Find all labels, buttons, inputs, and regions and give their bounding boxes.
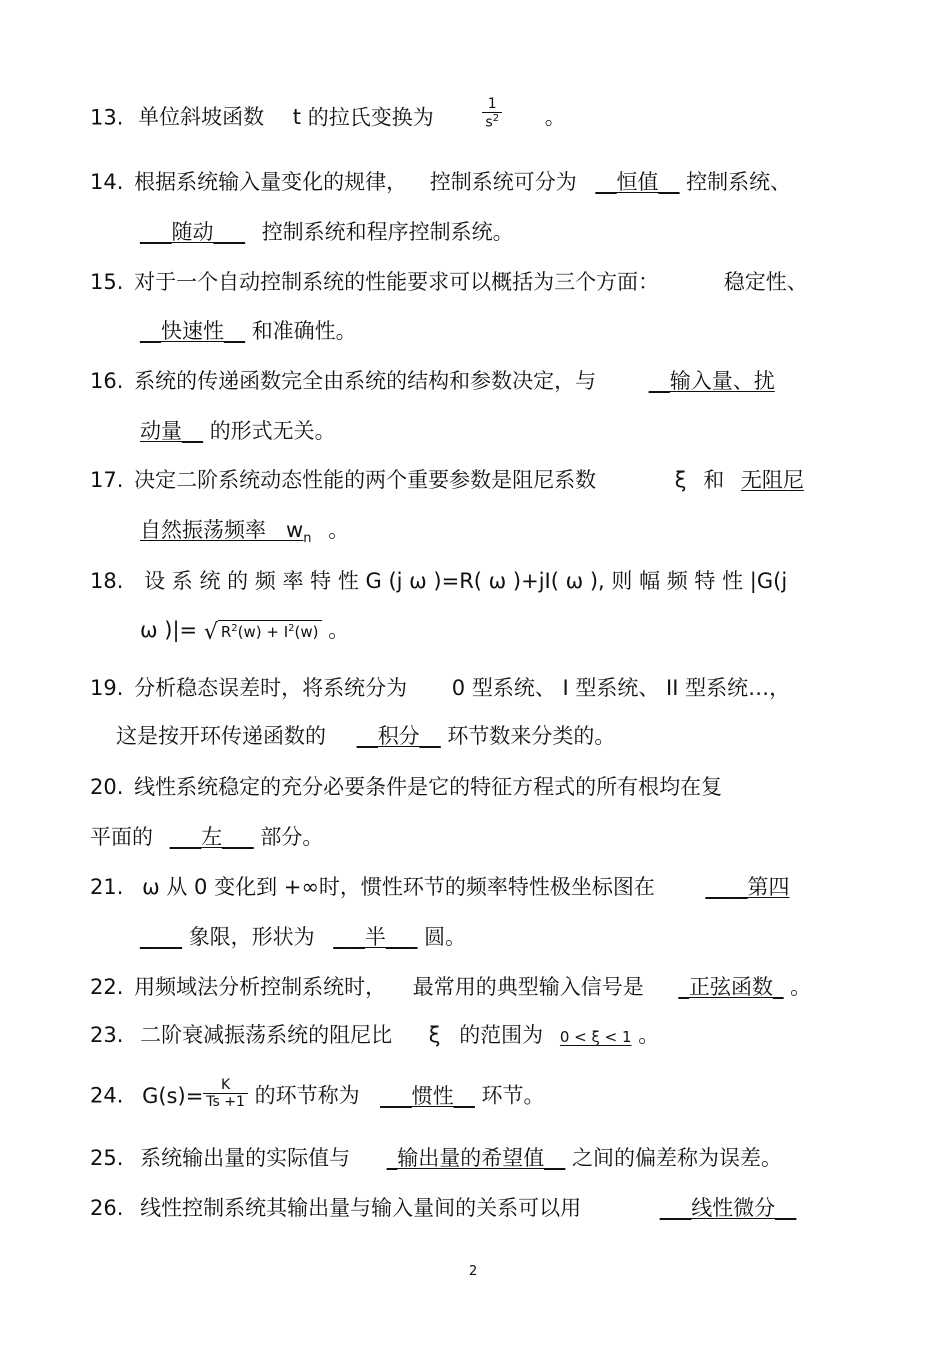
q21-line1: 21. ω 从 0 变化到 +∞时，惯性环节的频率特性极坐标图在 ____第四: [90, 875, 790, 899]
q20-answer: ___左___: [169, 825, 254, 849]
q17-answer-b: 自然振荡频率 $w_n$: [140, 518, 312, 547]
q14-answer-1: __恒值__: [595, 170, 680, 194]
q23-answer: 0 < ξ < 1: [559, 1028, 632, 1046]
q22: 22. 用频域法分析控制系统时， 最常用的典型输入信号是 _正弦函数_ 。: [90, 975, 812, 999]
q22-answer: _正弦函数_: [678, 975, 784, 999]
q14-line2: ___随动___ 控制系统和程序控制系统。: [140, 220, 514, 244]
q24: 24. G(s)= $\frac{K}{Ts +1}$ 的环节称为 ___惯性__ 环节。: [90, 1077, 545, 1111]
transfer-function-fraction: $\frac{K}{Ts +1}$: [203, 1077, 248, 1110]
q15-line1: 15. 对于一个自动控制系统的性能要求可以概括为三个方面： 稳定性、: [90, 270, 808, 294]
q26-answer: ___线性微分__: [659, 1196, 797, 1220]
q24-answer: ___惯性__: [380, 1083, 475, 1108]
q21-answer-b: ____: [140, 925, 182, 949]
q19-line1: 19. 分析稳态误差时，将系统分为 0 型系统、 I 型系统、 II 型系统…，: [90, 676, 791, 700]
q18-line1: 18. 设 系 统 的 频 率 特 性 G (j ω )=R( ω )+jI( ω ), 则 幅 频 特 性 |G(j: [90, 569, 788, 593]
q18-line2: ω )|= √ $R^2(w) + I^2(w)$ 。: [140, 618, 350, 645]
q25-answer: _输出量的希望值__: [386, 1146, 566, 1170]
q20-line2: 平面的 ___左___ 部分。: [90, 825, 324, 849]
q14-answer-2: ___随动___: [140, 220, 245, 244]
q21-answer-2: ___半___: [333, 925, 418, 949]
page-number: 2: [469, 1264, 478, 1279]
q15-answer: __快速性__: [140, 319, 245, 343]
q15-line2: __快速性__ 和准确性。: [140, 319, 357, 343]
sqrt-icon: √: [203, 620, 218, 645]
q23: 23. 二阶衰减振荡系统的阻尼比 ξ 的范围为 0 < ξ < 1 。: [90, 1023, 660, 1047]
magnitude-formula: √ $R^2(w) + I^2(w)$: [204, 624, 322, 640]
q17-answer-a: 无阻尼: [740, 468, 804, 492]
q17-line1: 17. 决定二阶系统动态性能的两个重要参数是阻尼系数 ξ 和 无阻尼: [90, 468, 804, 492]
q13: 13. 单位斜坡函数 t 的拉氏变换为 $\frac{1}{s^2}$ 。: [90, 96, 566, 131]
q16-line2: 动量__ 的形式无关。: [140, 419, 336, 443]
q17-line2: 自然振荡频率 $w_n$ 。: [140, 518, 350, 547]
q21-line2: ____ 象限，形状为 ___半___ 圆。: [140, 925, 467, 949]
q21-answer-a: ____第四: [705, 875, 790, 899]
q16-answer-a: __输入量、扰: [648, 369, 775, 393]
q16-line1: 16. 系统的传递函数完全由系统的结构和参数决定，与 __输入量、扰: [90, 369, 775, 393]
laplace-fraction: $\frac{1}{s^2}$: [482, 96, 502, 131]
q25: 25. 系统输出量的实际值与 _输出量的希望值__ 之间的偏差称为误差。: [90, 1146, 782, 1170]
q19-answer: __积分__: [356, 724, 441, 748]
q16-answer-b: 动量__: [140, 419, 203, 443]
q19-line2: 这是按开环传递函数的 __积分__ 环节数来分类的。: [116, 724, 616, 748]
q26: 26. 线性控制系统其输出量与输入量间的关系可以用 ___线性微分__: [90, 1196, 797, 1220]
q14-line1: 14. 根据系统输入量变化的规律， 控制系统可分为 __恒值__ 控制系统、: [90, 170, 792, 194]
q20-line1: 20. 线性系统稳定的充分必要条件是它的特征方程式的所有根均在复: [90, 775, 723, 799]
